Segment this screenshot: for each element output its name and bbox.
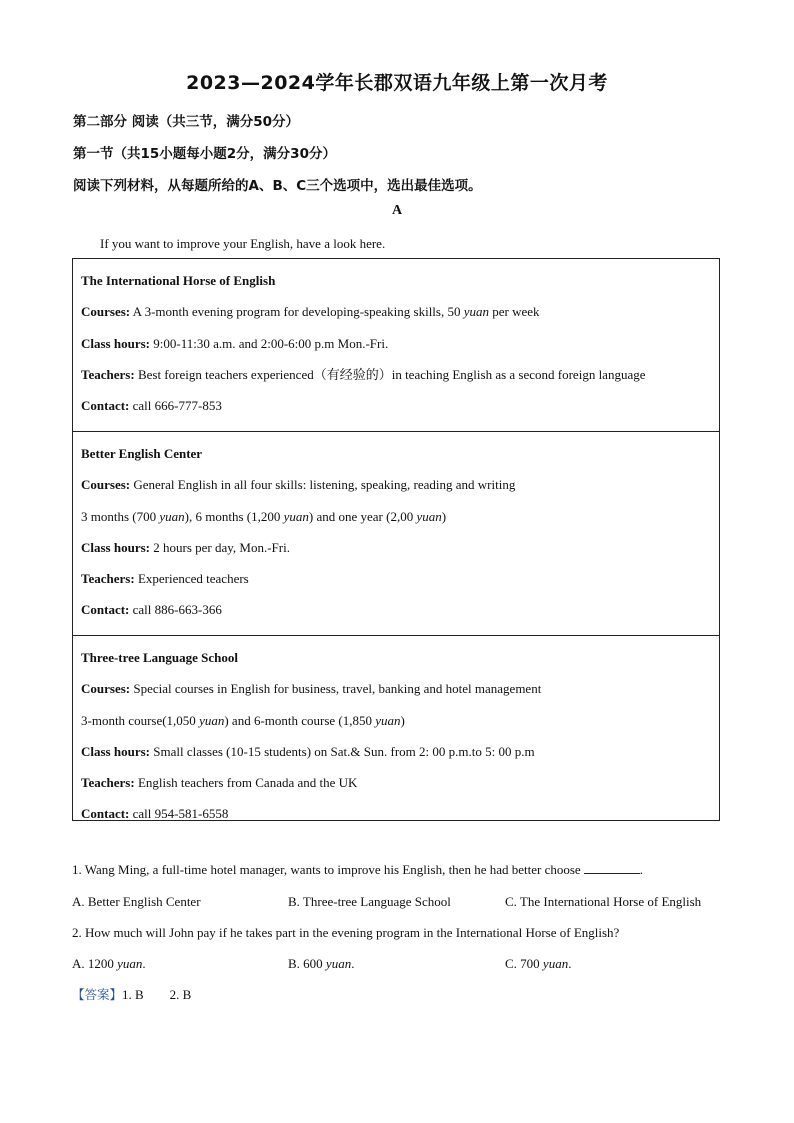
currency: yuan: [199, 712, 225, 728]
hours-label: Class hours:: [81, 335, 150, 351]
teachers-label: Teachers:: [81, 571, 135, 587]
instruction: 阅读下列材料，从每题所给的A、B、C三个选项中，选出最佳选项。: [73, 178, 482, 194]
part-heading: 第二部分 阅读（共三节，满分50分）: [73, 114, 299, 130]
option-end: .: [142, 956, 146, 971]
section-heading: 第一节（共15小题每小题2分，满分30分）: [73, 146, 336, 162]
courses-row: [81, 469, 719, 500]
courses-text: Special courses in English for business, travel, banking and hotel management: [130, 681, 542, 697]
hours-row: [81, 532, 719, 563]
school-block: [73, 265, 719, 432]
courses-row: [81, 296, 719, 327]
teachers-row: [81, 359, 719, 390]
price-text: ) and 6-month course (1,850: [224, 712, 376, 728]
hours-row: [81, 328, 719, 359]
currency: yuan: [416, 508, 442, 524]
price-text: ), 6 months (1,200: [184, 508, 284, 524]
teachers-label: Teachers:: [81, 775, 135, 791]
hours-label: Class hours:: [81, 743, 150, 759]
currency: yuan: [325, 956, 352, 971]
option-text: B. 600: [288, 956, 326, 971]
option-end: .: [568, 956, 572, 971]
contact-label: Contact:: [81, 806, 130, 822]
prices-row: [81, 705, 719, 736]
price-text: ) and one year (2,00: [308, 508, 417, 524]
question-2: 2. How much will John pay if he takes part in the evening program in the International Horse of English?: [72, 925, 620, 940]
currency: yuan: [159, 508, 185, 524]
option-a: [72, 956, 146, 972]
question-end: .: [639, 862, 643, 877]
option-b: B. Three-tree Language School: [288, 894, 451, 909]
school-block: [73, 642, 719, 838]
courses-text: General English in all four skills: listening, speaking, reading and writing: [130, 477, 516, 493]
school-name: Better English Center: [81, 446, 203, 461]
contact-text: call 886-663-366: [129, 602, 222, 618]
currency: yuan: [542, 956, 569, 971]
courses-label: Courses:: [81, 681, 131, 697]
hours-text: 2 hours per day, Mon.-Fri.: [150, 539, 290, 555]
teachers-text: Experienced teachers: [134, 571, 249, 587]
courses-text: A 3-month evening program for developing-speaking skills, 50: [130, 304, 464, 320]
teachers-text: Best foreign teachers experienced（有经验的）in teaching English as a second foreign language: [134, 366, 646, 382]
page-title: 2023—2024学年长郡双语九年级上第一次月考: [186, 72, 608, 94]
answer-blank: [584, 862, 640, 874]
schools-table: [72, 258, 720, 821]
price-text: ): [400, 712, 405, 728]
passage-label: A: [391, 203, 403, 218]
school-name: The International Horse of English: [81, 273, 276, 288]
school-name: Three-tree Language School: [81, 650, 238, 665]
courses-label: Courses:: [81, 477, 131, 493]
contact-text: call 954-581-6558: [129, 806, 229, 822]
option-a: A. Better English Center: [72, 894, 201, 909]
currency: yuan: [117, 956, 143, 971]
currency: yuan: [283, 508, 309, 524]
hours-label: Class hours:: [81, 539, 150, 555]
teachers-row: [81, 563, 719, 594]
currency: yuan: [463, 304, 490, 320]
contact-text: call 666-777-853: [129, 398, 222, 414]
teachers-label: Teachers:: [81, 366, 135, 382]
question-1: [72, 862, 643, 878]
option-end: .: [351, 956, 355, 971]
passage-intro: If you want to improve your English, have a look here.: [100, 236, 386, 251]
option-c: C. The International Horse of English: [505, 894, 702, 909]
currency: yuan: [375, 712, 401, 728]
courses-text-end: per week: [489, 304, 540, 320]
school-block: [73, 438, 719, 636]
contact-row: [81, 594, 719, 625]
price-text: 3 months (700: [81, 508, 160, 524]
option-text: C. 700: [505, 956, 543, 971]
contact-label: Contact:: [81, 398, 130, 414]
contact-row: [81, 390, 719, 421]
price-text: 3-month course(1,050: [81, 712, 200, 728]
answer-line: [72, 985, 191, 1003]
teachers-row: [81, 767, 719, 798]
option-text: A. 1200: [72, 956, 118, 971]
courses-row: [81, 673, 719, 704]
hours-text: Small classes (10-15 students) on Sat.& Sun. from 2: 00 p.m.to 5: 00 p.m: [150, 743, 535, 759]
hours-row: [81, 736, 719, 767]
courses-label: Courses:: [81, 304, 131, 320]
price-text: ): [441, 508, 447, 524]
teachers-text: English teachers from Canada and the UK: [134, 775, 358, 791]
hours-text: 9:00-11:30 a.m. and 2:00-6:00 p.m Mon.-Fri.: [150, 335, 389, 351]
option-b: [288, 956, 354, 972]
answer-tag: 【答案】: [72, 987, 123, 1002]
answer-text: 1. B 2. B: [122, 987, 192, 1002]
question-text: 1. Wang Ming, a full-time hotel manager, wants to improve his English, then he had better choose: [72, 862, 581, 877]
contact-label: Contact:: [81, 602, 130, 618]
option-c: [505, 956, 571, 972]
prices-row: [81, 501, 719, 532]
contact-row: [81, 798, 719, 829]
